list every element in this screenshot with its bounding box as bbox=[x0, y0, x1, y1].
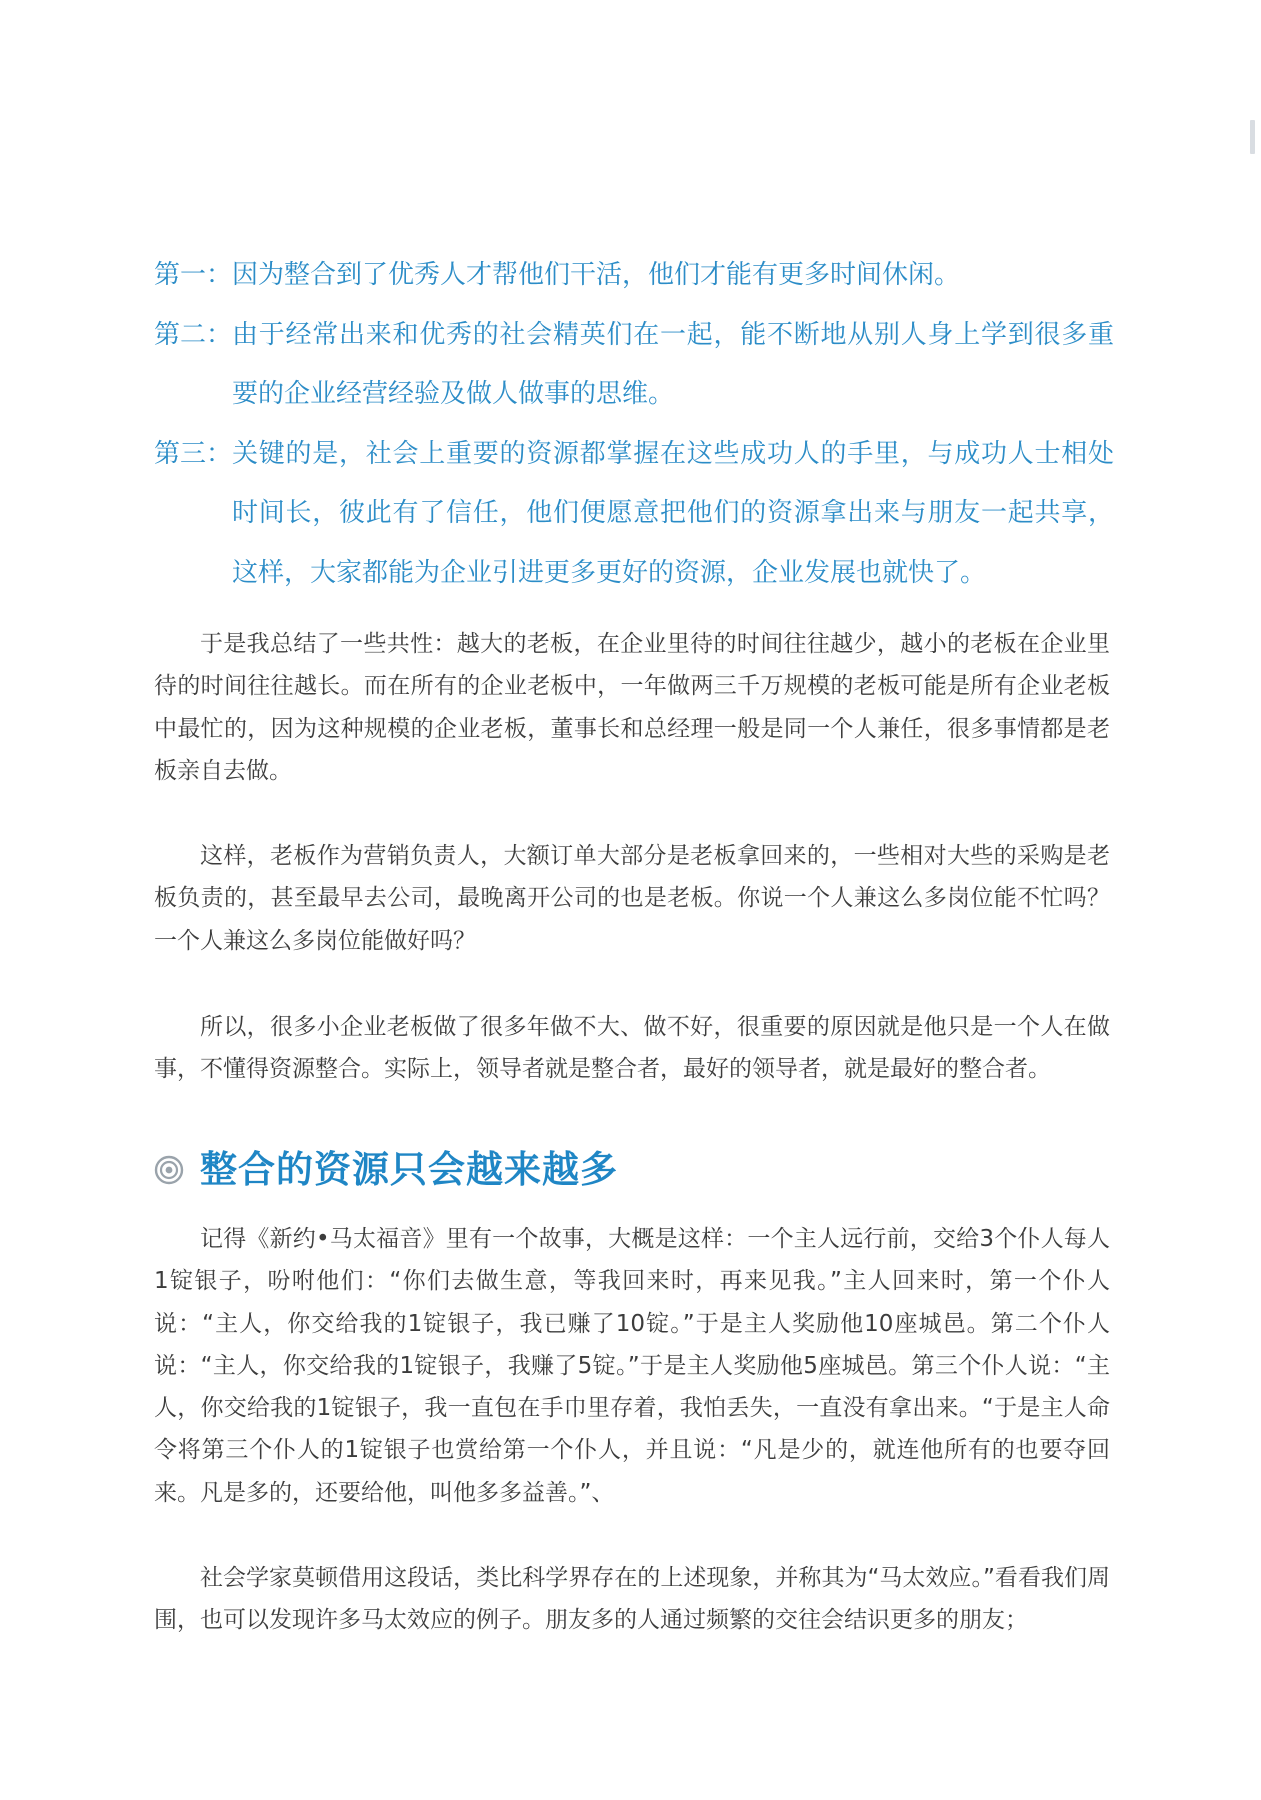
paragraph-matthew-story: 记得《新约•马太福音》里有一个故事，大概是这样：一个主人远行前，交给3个仆人每人1锭银子，吩咐他们：“你们去做生意，等我回来时，再来见我。”主人回来时，第一个仆人说：“主人，你交给我的1锭银子，我已赚了10锭。”于是主人奖励他10座城邑。第二个仆人说：“主人，你交给我的1锭银子，我赚了5锭。”于是主人奖励他5座城邑。第三个仆人说：“主人，你交给我的1锭银子，我一直包在手巾里存着，我怕丢失，一直没有拿出来。“于是主人命令将第三个仆人的1锭银子也赏给第一个仆人，并且说：“凡是少的，就连他所有的也要夺回来。凡是多的，还要给他，叫他多多益善。”、 bbox=[154, 1226, 1110, 1506]
point-second bbox=[154, 306, 1114, 425]
paragraph-matthew-effect: 社会学家莫顿借用这段话，类比科学界存在的上述现象，并称其为“马太效应。”看看我们周围，也可以发现许多马太效应的例子。朋友多的人通过频繁的交往会结识更多的朋友； bbox=[154, 1565, 1110, 1634]
paragraph-boss-roles: 这样，老板作为营销负责人，大额订单大部分是老板拿回来的，一些相对大些的采购是老板负责的，甚至最早去公司，最晚离开公司的也是老板。你说一个人兼这么多岗位能不忙吗？一个人兼这么多岗位能做好吗？ bbox=[154, 843, 1110, 954]
target-circle-icon bbox=[154, 1155, 184, 1185]
section-title: 整合的资源只会越来越多 bbox=[200, 1148, 618, 1191]
point-first bbox=[154, 246, 1114, 306]
point-text: 因为整合到了优秀人才帮他们干活，他们才能有更多时间休闲。 bbox=[232, 260, 961, 290]
point-label: 第二： bbox=[154, 319, 233, 350]
page-edge-marker bbox=[1250, 120, 1255, 154]
paragraph-bosses-time: 于是我总结了一些共性：越大的老板，在企业里待的时间往往越少，越小的老板在企业里待的时间往往越长。而在所有的企业老板中，一年做两三千万规模的老板可能是所有企业老板中最忙的，因为这种规模的企业老板，董事长和总经理一般是同一个人兼任，很多事情都是老板亲自去做。 bbox=[154, 631, 1110, 784]
point-label: 第一： bbox=[154, 260, 233, 290]
section-heading bbox=[154, 1142, 618, 1198]
point-third bbox=[154, 425, 1114, 604]
paragraph-leader-integrator: 所以，很多小企业老板做了很多年做不大、做不好，很重要的原因就是他只是一个人在做事，不懂得资源整合。实际上，领导者就是整合者，最好的领导者，就是最好的整合者。 bbox=[154, 1014, 1110, 1083]
point-label: 第三： bbox=[154, 438, 233, 469]
point-text: 由于经常出来和优秀的社会精英们在一起，能不断地从别人身上学到很多重要的企业经营经验及做人做事的思维。 bbox=[232, 319, 1114, 409]
point-text: 关键的是，社会上重要的资源都掌握在这些成功人的手里，与成功人士相处时间长，彼此有了信任，他们便愿意把他们的资源拿出来与朋友一起共享，这样，大家都能为企业引进更多更好的资源，企业发展也就快了。 bbox=[232, 438, 1114, 588]
numbered-points bbox=[154, 246, 1114, 603]
